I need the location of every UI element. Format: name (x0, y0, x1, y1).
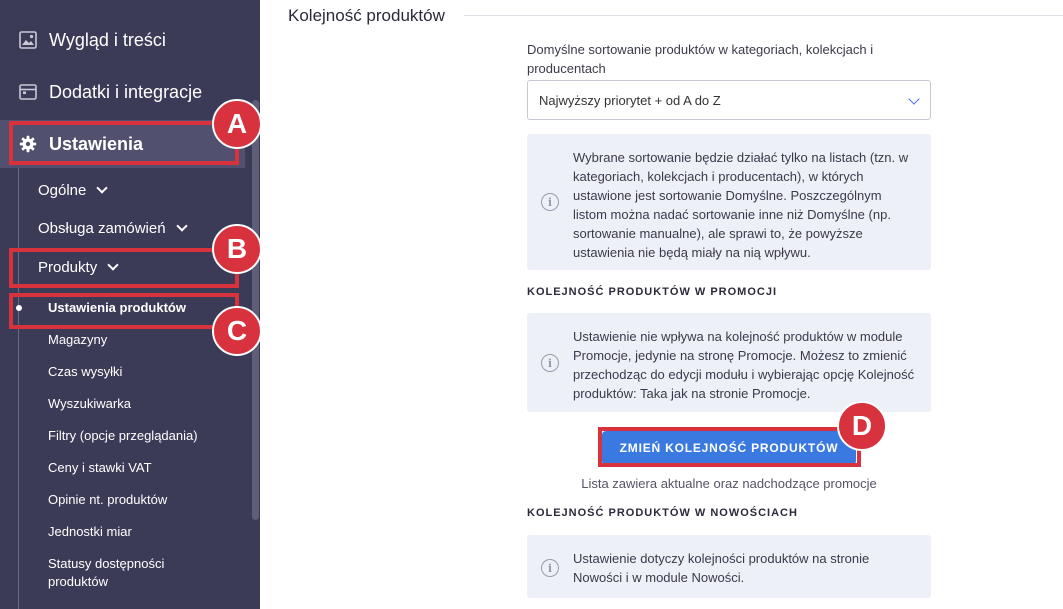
default-sort-value: Najwyższy priorytet + od A do Z (539, 92, 721, 108)
sidebar-item-units[interactable]: Jednostki miar (48, 524, 132, 539)
sidebar-item-label: Ustawienia (49, 133, 144, 154)
tree-guide-line (18, 168, 19, 609)
sidebar-item-availability-statuses[interactable]: Statusy dostępności produktów (48, 556, 165, 589)
info-box-news (527, 535, 931, 598)
sidebar-item-label: Dodatki i integracje (49, 81, 203, 102)
change-product-order-button[interactable]: ZMIEŃ KOLEJNOŚĆ PRODUKTÓW (602, 431, 856, 465)
info-icon: i (541, 193, 559, 211)
section-title: Kolejność produktów (288, 6, 445, 25)
calendar-icon (18, 82, 38, 102)
default-sort-select[interactable] (527, 80, 931, 120)
news-heading: KOLEJNOŚĆ PRODUKTÓW W NOWOŚCIACH (527, 507, 798, 519)
sidebar-scrollbar[interactable] (252, 100, 259, 520)
sidebar-subitem-label: Produkty (38, 259, 98, 276)
sidebar-item-addons[interactable] (0, 68, 245, 116)
sidebar-item-appearance[interactable] (0, 16, 245, 64)
promo-heading: KOLEJNOŚĆ PRODUKTÓW W PROMOCJI (527, 286, 778, 298)
chevron-down-icon (97, 182, 108, 193)
sidebar-subitem-general[interactable] (38, 182, 106, 199)
image-icon (18, 30, 38, 50)
sidebar-item-search-engine[interactable]: Wyszukiwarka (48, 396, 131, 411)
sort-field-label: Domyślne sortowanie produktów w kategoriach, kolekcjach i producentach (527, 42, 874, 76)
info-icon: i (541, 354, 559, 372)
highlight-box-c (9, 293, 239, 329)
sidebar-item-filters[interactable]: Filtry (opcje przeglądania) (48, 428, 198, 443)
annotation-badge-c: C (212, 306, 262, 356)
annotation-badge-b: B (212, 224, 262, 274)
info-text-sorting: Wybrane sortowanie będzie działać tylko na listach (tzn. w kategoriach, kolekcjach i producentach), w których ustawione jest sortowanie Domyślne. Poszczególnym listom można nadać sortowanie inne niż Domyślne (np. sortowanie manualne), ale sprawi to, że powyższe ustawienia nie będą miały na nią wpływu. (573, 150, 909, 260)
info-text-promo: Ustawienie nie wpływa na kolejność produktów w module Promocje, jedynie na stronę Promocje. Możesz to zmienić przechodząc do edycji modułu i wybierając opcję Kolejność produktów: Taka jak na stronie Promocje. (573, 329, 915, 401)
chevron-down-icon (176, 220, 187, 231)
info-box-promo (527, 313, 931, 412)
info-icon: i (541, 559, 559, 577)
promo-hint-text: Lista zawiera aktualne oraz nadchodzące promocje (581, 476, 877, 491)
sidebar-item-shipping-time[interactable]: Czas wysyłki (48, 364, 123, 379)
sidebar-item-reviews[interactable]: Opinie nt. produktów (48, 492, 168, 507)
sidebar-subitem-label: Ogólne (38, 182, 87, 199)
sidebar-subitem-label: Obsługa zamówień (38, 220, 166, 237)
sidebar-item-warehouses[interactable]: Magazyny (48, 332, 108, 347)
chevron-down-icon (908, 93, 919, 104)
annotation-badge-a: A (212, 99, 262, 149)
highlight-box-a (9, 121, 239, 165)
sidebar-item-label: Wygląd i treści (49, 29, 166, 50)
sidebar-scrollbar-thumb[interactable] (252, 100, 259, 520)
highlight-box-b (9, 248, 239, 288)
highlight-box-d (598, 427, 861, 467)
sidebar-item-product-settings[interactable]: Ustawienia produktów (48, 300, 186, 315)
info-text-news: Ustawienie dotyczy kolejności produktów na stronie Nowości i w module Nowości. (573, 551, 870, 585)
section-divider (464, 15, 1063, 16)
annotation-badge-d: D (837, 401, 887, 451)
sidebar-subitem-orders[interactable] (38, 220, 186, 237)
sidebar-item-prices-vat[interactable]: Ceny i stawki VAT (48, 460, 152, 475)
info-box-sorting (527, 134, 931, 270)
